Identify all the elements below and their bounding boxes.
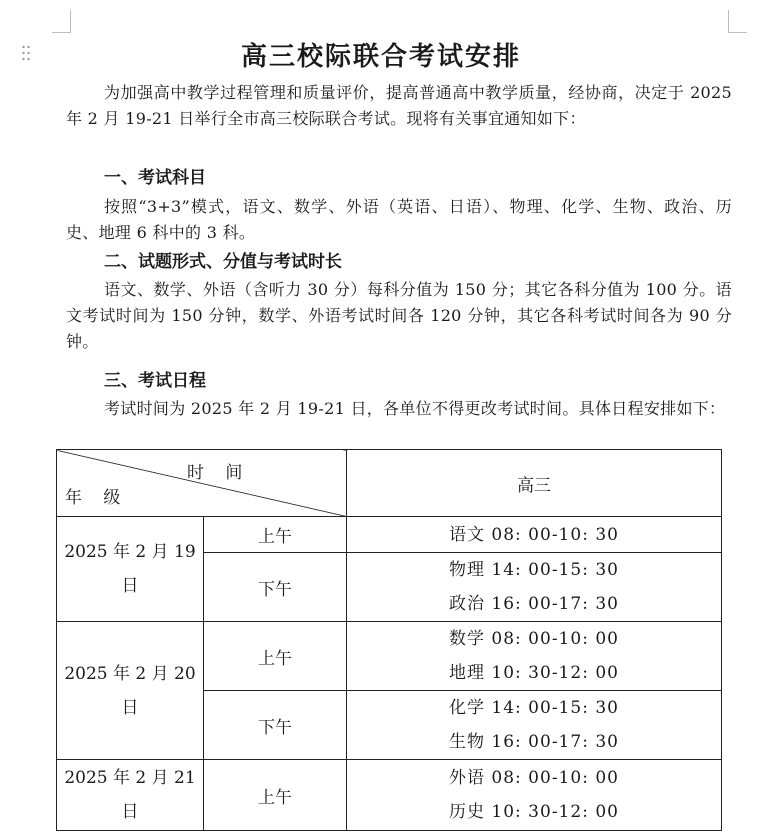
exam-slot: 数学 08: 00-10: 00 <box>449 629 619 649</box>
header-time-label: 时 间 <box>187 463 251 483</box>
period-cell: 下午 <box>204 691 347 760</box>
period-cell: 下午 <box>204 553 347 622</box>
exam-slot: 历史 10: 30-12: 00 <box>449 802 619 822</box>
intro-paragraph: 为加强高中教学过程管理和质量评价，提高普通高中教学质量，经协商，决定于 2025 年 2 月 19-21 日举行全市高三校际联合考试。现将有关事宜通知如下： <box>66 83 732 128</box>
header-grade-label: 年 级 <box>65 488 129 508</box>
table-header-row <box>57 450 722 517</box>
section-1-heading: 一、考试科目 <box>104 168 206 188</box>
period-cell: 上午 <box>204 517 347 553</box>
exam-slot: 政治 16: 00-17: 30 <box>449 594 619 614</box>
exam-slot-cell <box>347 517 722 553</box>
diagonal-header-cell <box>57 450 347 517</box>
exam-schedule-table <box>56 449 722 831</box>
date-cell: 2025 年 2 月 19 日 <box>57 517 204 622</box>
section-3-heading: 三、考试日程 <box>104 371 206 391</box>
page-corner-marker-left <box>52 10 71 33</box>
period-cell: 上午 <box>204 760 347 831</box>
table-row <box>57 517 722 553</box>
date-cell: 2025 年 2 月 20 日 <box>57 622 204 760</box>
exam-slot: 外语 08: 00-10: 00 <box>449 768 619 788</box>
exam-slot: 物理 14: 00-15: 30 <box>449 560 619 580</box>
section-1-body: 按照“3+3”模式，语文、数学、外语（英语、日语）、物理、化学、生物、政治、历史、地理 6 科中的 3 科。 <box>66 197 732 242</box>
exam-slot: 地理 10: 30-12: 00 <box>449 663 619 683</box>
exam-slot-cell <box>347 691 722 760</box>
exam-slot-cell <box>347 760 722 831</box>
table-row <box>57 622 722 691</box>
section-2-heading: 二、试题形式、分值与考试时长 <box>104 252 342 272</box>
section-3-body: 考试时间为 2025 年 2 月 19-21 日，各单位不得更改考试时间。具体日程安排如下： <box>104 399 726 418</box>
document-title: 高三校际联合考试安排 <box>240 42 521 72</box>
exam-slot-cell <box>347 553 722 622</box>
date-cell: 2025 年 2 月 21 日 <box>57 760 204 831</box>
exam-slot: 化学 14: 00-15: 30 <box>449 698 619 718</box>
exam-slot: 语文 08: 00-10: 30 <box>449 524 619 545</box>
period-cell: 上午 <box>204 622 347 691</box>
exam-slot: 生物 16: 00-17: 30 <box>449 732 619 752</box>
section-2-body: 语文、数学、外语（含听力 30 分）每科分值为 150 分；其它各科分值为 100 分。语文考试时间为 150 分钟，数学、外语考试时间各 120 分钟，其它各科考试时间各为 90 分钟。 <box>66 280 732 351</box>
header-grade-column: 高三 <box>347 450 722 517</box>
page-corner-marker-right <box>728 10 747 33</box>
table-row <box>57 760 722 831</box>
exam-slot-cell <box>347 622 722 691</box>
